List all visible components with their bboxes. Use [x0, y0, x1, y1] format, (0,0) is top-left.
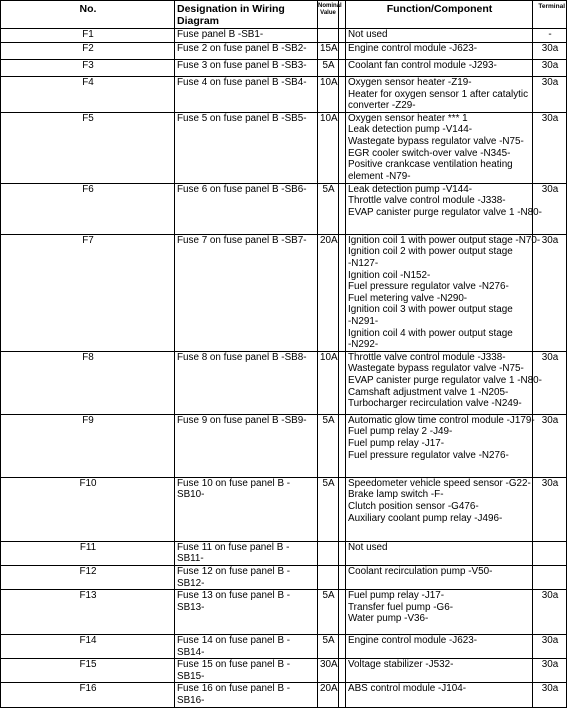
function-cell	[346, 60, 533, 77]
header-terminal: Terminal	[533, 1, 567, 29]
designation-cell: Fuse 7 on fuse panel B -SB7-	[175, 234, 318, 351]
designation-cell: Fuse 15 on fuse panel B -SB15-	[175, 659, 318, 683]
function-line: Ignition coil 2 with power output stage	[348, 246, 513, 258]
nominal-value-cell: 5A	[318, 635, 339, 659]
nominal-value-cell: 20A	[318, 683, 339, 707]
function-cell	[346, 43, 533, 60]
function-cell	[346, 635, 533, 659]
terminal-cell: 30a	[533, 351, 567, 414]
fuse-number-cell: F2	[1, 43, 175, 60]
fuse-number-cell: F13	[1, 590, 175, 635]
nominal-value-cell: 5A	[318, 477, 339, 541]
nominal-value-cell: 5A	[318, 60, 339, 77]
nominal-value-cell: 5A	[318, 590, 339, 635]
spacer-cell	[339, 183, 346, 234]
designation-cell: Fuse 3 on fuse panel B -SB3-	[175, 60, 318, 77]
function-line: Fuel pump relay 2 -J49-	[348, 426, 453, 438]
spacer-cell	[339, 351, 346, 414]
fuse-number-cell: F15	[1, 659, 175, 683]
table-row	[1, 112, 567, 183]
designation-cell: Fuse 5 on fuse panel B -SB5-	[175, 112, 318, 183]
terminal-cell: 30a	[533, 477, 567, 541]
table-row	[1, 60, 567, 77]
function-line: -N127-	[348, 257, 379, 269]
function-cell	[346, 565, 533, 589]
fuse-number-cell: F7	[1, 234, 175, 351]
designation-cell: Fuse 13 on fuse panel B -SB13-	[175, 590, 318, 635]
function-cell	[346, 77, 533, 113]
terminal-cell: -	[533, 29, 567, 43]
function-cell	[346, 590, 533, 635]
terminal-cell	[533, 541, 567, 565]
terminal-cell: 30a	[533, 635, 567, 659]
function-line: Auxiliary coolant pump relay -J496-	[348, 512, 503, 524]
function-line: Leak detection pump -V144-	[348, 183, 473, 195]
table-row	[1, 659, 567, 683]
nominal-value-cell: 5A	[318, 414, 339, 477]
designation-cell: Fuse 11 on fuse panel B -SB11-	[175, 541, 318, 565]
terminal-cell: 30a	[533, 60, 567, 77]
nominal-value-cell: 10A	[318, 112, 339, 183]
spacer-cell	[339, 77, 346, 113]
header-designation: Designation in Wiring Diagram	[175, 1, 318, 29]
table-row	[1, 635, 567, 659]
function-line: Oxygen sensor heater -Z19-	[348, 77, 472, 88]
spacer-cell	[339, 635, 346, 659]
spacer-cell	[339, 29, 346, 43]
nominal-value-cell: 10A	[318, 77, 339, 113]
function-cell	[346, 683, 533, 707]
function-line: EGR cooler switch-over valve -N345-	[348, 147, 511, 159]
designation-cell: Fuse 9 on fuse panel B -SB9-	[175, 414, 318, 477]
function-line: EVAP canister purge regulator valve 1 -N80-	[348, 206, 542, 218]
function-line: Fuel pressure regulator valve -N276-	[348, 281, 509, 293]
fuse-number-cell: F3	[1, 60, 175, 77]
function-line: Wastegate bypass regulator valve -N75-	[348, 363, 524, 375]
function-line: Ignition coil 3 with power output stage	[348, 304, 513, 316]
spacer-cell	[339, 60, 346, 77]
nominal-value-cell	[318, 541, 339, 565]
designation-cell: Fuse 4 on fuse panel B -SB4-	[175, 77, 318, 113]
fuse-number-cell: F5	[1, 112, 175, 183]
function-line: Coolant recirculation pump -V50-	[348, 565, 493, 577]
function-cell	[346, 477, 533, 541]
function-line: Fuel pressure regulator valve -N276-	[348, 449, 509, 461]
fuse-number-cell: F14	[1, 635, 175, 659]
function-line: -N291-	[348, 315, 379, 327]
nominal-value-cell: 15A	[318, 43, 339, 60]
spacer-cell	[339, 43, 346, 60]
designation-cell: Fuse panel B -SB1-	[175, 29, 318, 43]
function-line: Not used	[348, 29, 388, 40]
fuse-number-cell: F6	[1, 183, 175, 234]
function-line: Camshaft adjustment valve 1 -N205-	[348, 386, 509, 398]
function-line: Not used	[348, 541, 388, 553]
function-line: Transfer fuel pump -G6-	[348, 601, 454, 613]
function-line: Automatic glow time control module -J179-	[348, 414, 535, 426]
header-no: No.	[1, 1, 175, 29]
terminal-cell: 30a	[533, 683, 567, 707]
spacer-cell	[339, 541, 346, 565]
table-row	[1, 234, 567, 351]
function-cell	[346, 29, 533, 43]
spacer-cell	[339, 112, 346, 183]
fuse-number-cell: F4	[1, 77, 175, 113]
function-line: Engine control module -J623-	[348, 635, 477, 647]
table-row	[1, 590, 567, 635]
function-line: Engine control module -J623-	[348, 43, 477, 54]
fuse-number-cell: F9	[1, 414, 175, 477]
function-line: Coolant fan control module -J293-	[348, 60, 497, 71]
terminal-cell: 30a	[533, 234, 567, 351]
designation-cell: Fuse 6 on fuse panel B -SB6-	[175, 183, 318, 234]
table-row	[1, 351, 567, 414]
nominal-value-cell	[318, 565, 339, 589]
table-row	[1, 29, 567, 43]
function-line: element -N79-	[348, 170, 411, 182]
table-row	[1, 183, 567, 234]
table-row	[1, 43, 567, 60]
function-cell	[346, 414, 533, 477]
spacer-cell	[339, 565, 346, 589]
function-line: Clutch position sensor -G476-	[348, 500, 479, 512]
header-nominal-value: Nominal Value	[318, 1, 339, 29]
terminal-cell	[533, 565, 567, 589]
header-function: Function/Component	[346, 1, 533, 29]
function-line: Wastegate bypass regulator valve -N75-	[348, 135, 524, 147]
fuse-number-cell: F8	[1, 351, 175, 414]
nominal-value-cell: 5A	[318, 183, 339, 234]
function-cell	[346, 541, 533, 565]
spacer-cell	[339, 234, 346, 351]
fuse-number-cell: F12	[1, 565, 175, 589]
fuse-number-cell: F10	[1, 477, 175, 541]
nominal-value-cell: 20A	[318, 234, 339, 351]
nominal-value-cell	[318, 29, 339, 43]
table-header-row	[1, 1, 567, 29]
table-row	[1, 77, 567, 113]
function-line: ABS control module -J104-	[348, 683, 467, 695]
table-row	[1, 414, 567, 477]
function-line: Throttle valve control module -J338-	[348, 195, 506, 207]
function-line: EVAP canister purge regulator valve 1 -N80-	[348, 374, 542, 386]
fuse-number-cell: F1	[1, 29, 175, 43]
terminal-cell: 30a	[533, 43, 567, 60]
table-row	[1, 683, 567, 707]
function-line: Water pump -V36-	[348, 613, 429, 625]
function-cell	[346, 351, 542, 414]
fuse-number-cell: F16	[1, 683, 175, 707]
fuse-table-body	[1, 29, 567, 708]
designation-cell: Fuse 2 on fuse panel B -SB2-	[175, 43, 318, 60]
function-line: Turbocharger recirculation valve -N249-	[348, 398, 522, 410]
function-line: Ignition coil 1 with power output stage -N70-	[348, 234, 541, 246]
function-line: Fuel metering valve -N290-	[348, 292, 468, 304]
function-line: Throttle valve control module -J338-	[348, 351, 506, 363]
function-line: Ignition coil 4 with power output stage	[348, 327, 513, 339]
designation-cell: Fuse 14 on fuse panel B -SB14-	[175, 635, 318, 659]
fuse-number-cell: F11	[1, 541, 175, 565]
designation-cell: Fuse 10 on fuse panel B -SB10-	[175, 477, 318, 541]
spacer-cell	[339, 683, 346, 707]
spacer-cell	[339, 659, 346, 683]
function-line: Heater for oxygen sensor 1 after catalytic	[348, 88, 529, 100]
terminal-cell: 30a	[533, 183, 567, 234]
function-line: Leak detection pump -V144-	[348, 124, 473, 136]
designation-cell: Fuse 8 on fuse panel B -SB8-	[175, 351, 318, 414]
function-line: Oxygen sensor heater *** 1	[348, 112, 468, 124]
function-cell	[346, 112, 533, 183]
function-line: Fuel pump relay -J17-	[348, 437, 445, 449]
function-cell	[346, 659, 533, 683]
table-row	[1, 541, 567, 565]
nominal-value-cell: 10A	[318, 351, 339, 414]
table-row	[1, 565, 567, 589]
terminal-cell: 30a	[533, 112, 567, 183]
terminal-cell: 30a	[533, 77, 567, 113]
function-line: -N292-	[348, 339, 379, 351]
terminal-cell: 30a	[533, 659, 567, 683]
function-line: Fuel pump relay -J17-	[348, 590, 445, 602]
spacer-cell	[339, 414, 346, 477]
function-line: Voltage stabilizer -J532-	[348, 659, 454, 671]
table-row	[1, 477, 567, 541]
terminal-cell: 30a	[533, 414, 567, 477]
function-cell	[346, 183, 542, 234]
function-line: Ignition coil -N152-	[348, 269, 431, 281]
function-line: converter -Z29-	[348, 100, 416, 112]
function-line: Brake lamp switch -F-	[348, 489, 444, 501]
function-cell	[346, 234, 541, 351]
spacer-cell	[339, 590, 346, 635]
function-line: Positive crankcase ventilation heating	[348, 159, 513, 171]
designation-cell: Fuse 16 on fuse panel B -SB16-	[175, 683, 318, 707]
spacer-cell	[339, 477, 346, 541]
nominal-value-cell: 30A	[318, 659, 339, 683]
designation-cell: Fuse 12 on fuse panel B -SB12-	[175, 565, 318, 589]
function-line: Speedometer vehicle speed sensor -G22-	[348, 477, 531, 489]
terminal-cell: 30a	[533, 590, 567, 635]
